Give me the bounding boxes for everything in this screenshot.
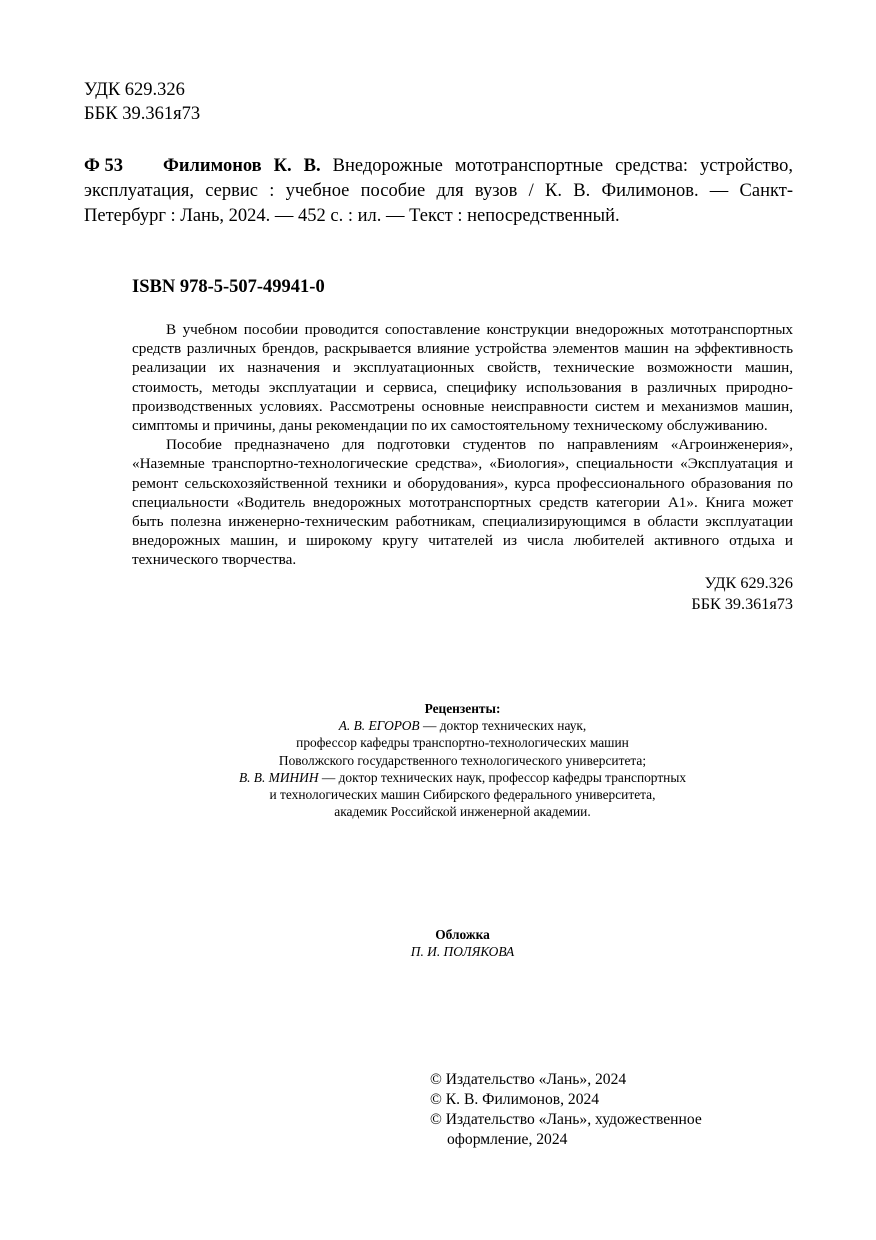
reviewers-heading: Рецензенты: — [424, 701, 501, 716]
entry-author: Филимонов К. В. — [163, 156, 321, 176]
reviewer-2-affiliation: и технологических машин Сибирского федерального университета, — [269, 787, 656, 803]
reviewers-block — [132, 700, 793, 820]
annotation — [132, 320, 793, 615]
copyright-line-2: © К. В. Филимонов, 2024 — [430, 1091, 600, 1108]
cover-designer: П. И. ПОЛЯКОВА — [410, 944, 515, 959]
reviewer-1-position: профессор кафедры транспортно-технологических машин — [296, 735, 629, 751]
author-sign-code: Ф 53 — [84, 156, 124, 176]
entry-description: Внедорожные мототранспортные средства: устройство, эксплуатация, сервис : учебное пособие для вузов / К. В. Филимонов. — Санкт-Петербург : Лань, 2024. — 452 с. : ил. — Текст : непосредственный. — [84, 156, 794, 226]
copyright-line-1: © Издательство «Лань», 2024 — [430, 1071, 627, 1088]
copyright-line-3: © Издательство «Лань», художественное — [430, 1111, 702, 1128]
annotation-paragraph-1: В учебном пособии проводится сопоставление конструкции внедорожных мототранспортных средств различных брендов, раскрывается влияние устройства элементов машин на эффективность реализации их назначения и эксплуатационных свойств, технические возможности машин, стоимость, методы эксплуатации и сервиса, специфику использования в различных природно-производственных условиях. Рассмотрены основные неисправности систем и механизмов машин, симптомы и причины, даны рекомендации по их самостоятельному техническому обслуживанию. — [132, 321, 793, 435]
copyright-block — [430, 1070, 760, 1150]
annotation-udk-code: УДК 629.326 — [704, 573, 793, 592]
cover-credit — [132, 926, 793, 960]
annotation-paragraph-2: Пособие предназначено для подготовки студентов по направлениям «Агроинженерия», «Наземные транспортно-технологические средства», «Биология», специальности «Эксплуатация и ремонт сельскохозяйственной техники и оборудования», курса профессионального образования по специальности «Водитель внедорожных мототранспортных средств категории A1». Книга может быть полезна инженерно-техническим работникам, специализирующимся в области эксплуатации внедорожных машин, и широкому кругу читателей из числа любителей активного отдыха и технического творчества. — [132, 436, 793, 569]
reviewer-2 — [132, 769, 793, 786]
top-udk-code: УДК 629.326 — [84, 80, 185, 100]
reviewer-1-affiliation: Поволжского государственного технологического университета; — [278, 752, 647, 768]
reviewer-2-membership: академик Российской инженерной академии. — [334, 804, 591, 820]
copyright-line-4: оформление, 2024 — [447, 1131, 568, 1148]
reviewer-2-name: В. В. МИНИН — [238, 769, 319, 785]
top-classification-codes — [84, 78, 200, 126]
isbn: ISBN 978-5-507-49941-0 — [132, 277, 325, 297]
reviewer-2-title: — доктор технических наук, профессор кафедры транспортных — [318, 769, 687, 785]
cover-heading: Обложка — [435, 927, 490, 942]
bibliographic-entry — [84, 154, 793, 229]
reviewer-1-title: — доктор технических наук, — [419, 718, 587, 734]
reviewer-1-name: А. В. ЕГОРОВ — [338, 718, 420, 734]
top-bbk-code: ББК 39.361я73 — [84, 104, 201, 124]
annotation-bbk-code: ББК 39.361я73 — [691, 594, 793, 613]
reviewer-1 — [132, 717, 793, 734]
